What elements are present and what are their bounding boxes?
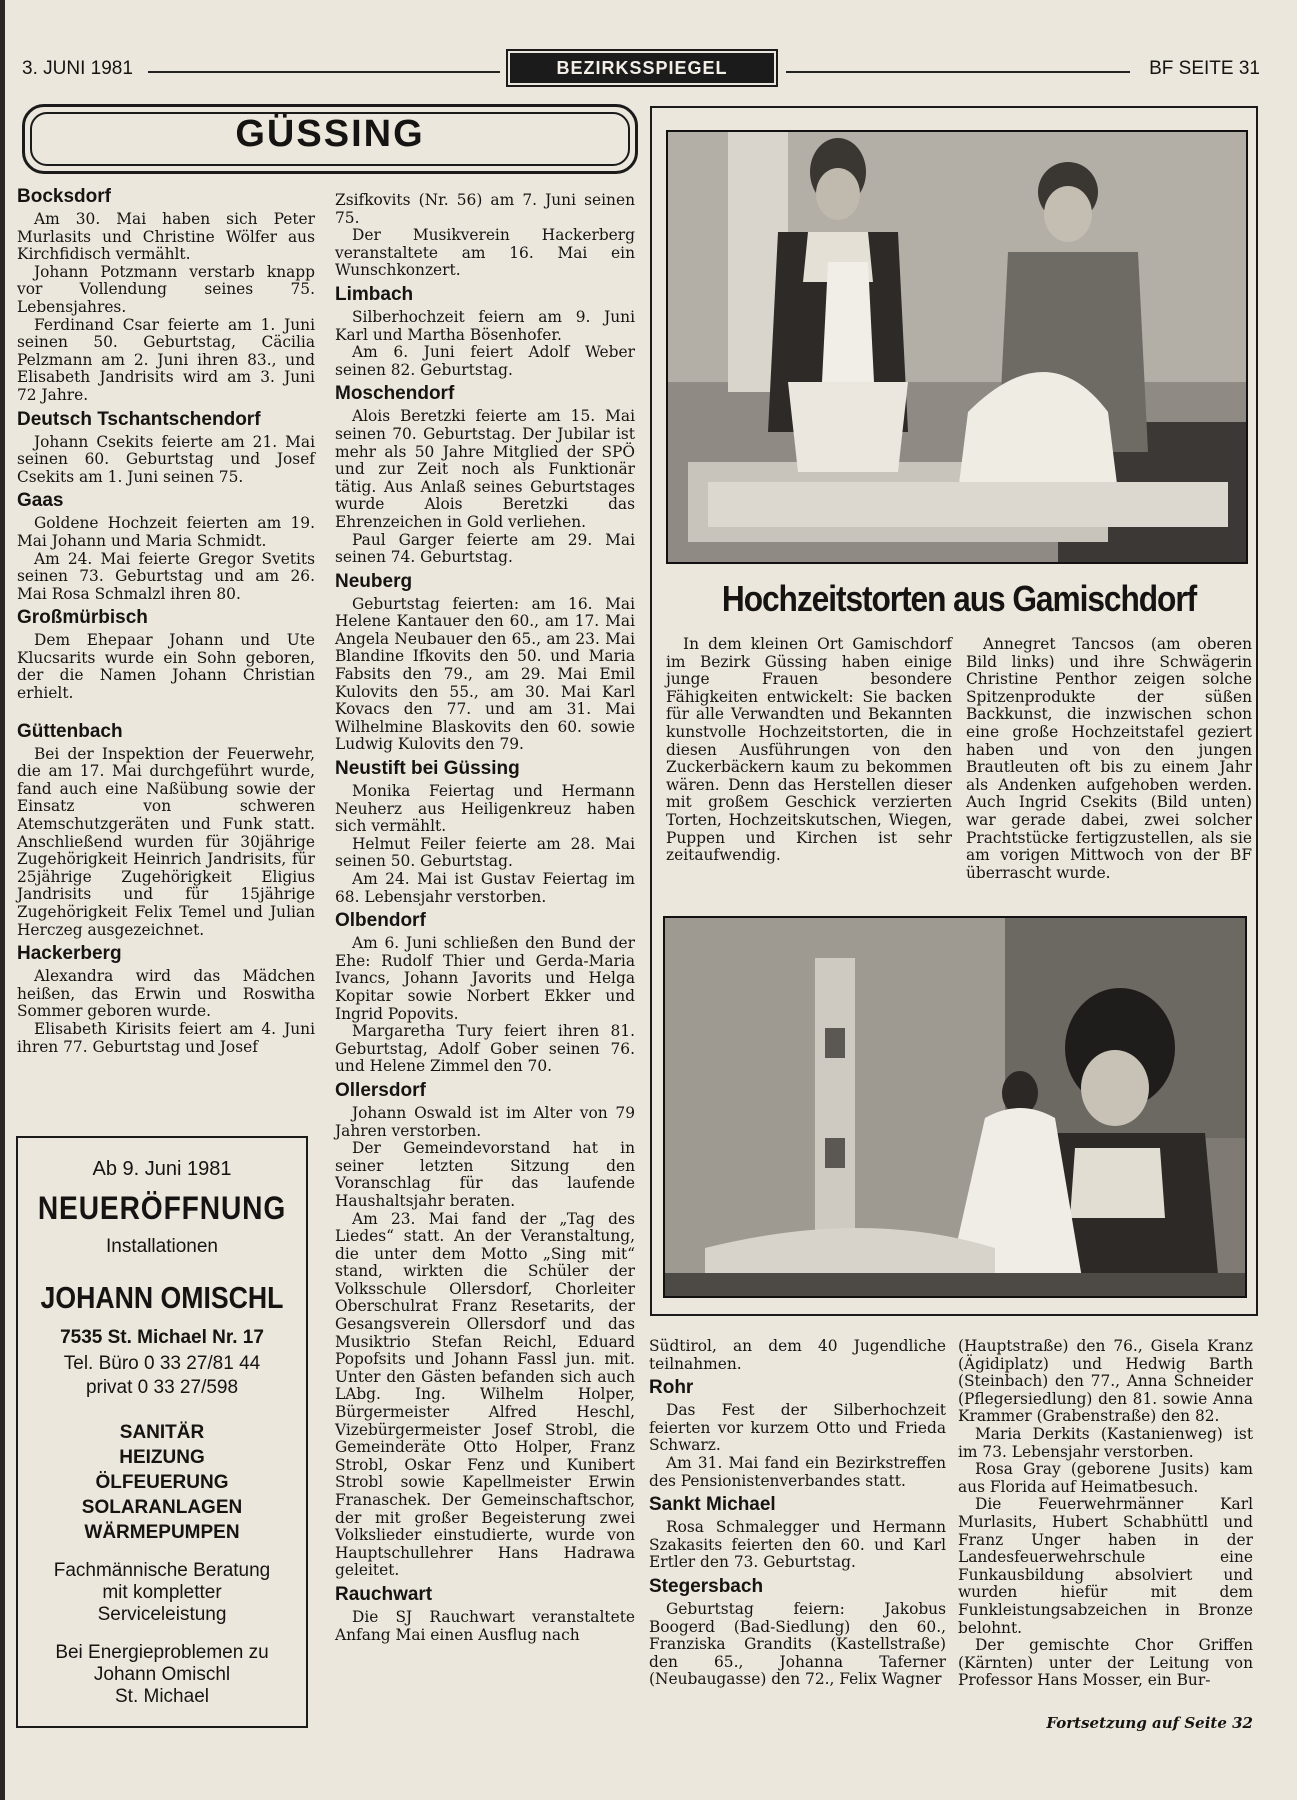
news-paragraph: Die Feuerwehrmänner Karl Murlasits, Hubert Schabhüttl und Franz Unger haben in der Landesfeuerwehrschule eine Funkausbildung absolviert und wurden hiefür mit dem Funkleistungsabzeichen in Bronze belohnt. [958, 1495, 1253, 1637]
ad-advice-line: Serviceleistung [97, 1604, 227, 1625]
news-paragraph: Maria Derkits (Kastanienweg) ist im 73. Lebensjahr verstorben. [958, 1424, 1253, 1461]
news-paragraph: Die SJ Rauchwart veranstaltete Anfang Mai einen Ausflug nach [335, 1607, 635, 1644]
news-paragraph: Dem Ehepaar Johann und Ute Klucsarits wurde ein Sohn geboren, der die Namen Johann Christian erhielt. [17, 631, 315, 703]
ad-service: HEIZUNG [119, 1447, 205, 1468]
continued-note: Fortsetzung auf Seite 32 [1046, 1714, 1253, 1732]
ad-energy-line: Bei Energieproblemen zu [55, 1642, 269, 1663]
news-paragraph: Am 6. Juni feiert Adolf Weber seinen 82. Geburtstag. [335, 343, 635, 379]
news-paragraph: Johann Oswald ist im Alter von 79 Jahren verstorben. [335, 1103, 635, 1140]
district-heading: Großmürbisch [17, 607, 148, 629]
news-paragraph: Am 31. Mai fand ein Bezirkstreffen des Pensionistenverbandes statt. [649, 1453, 946, 1490]
news-paragraph: Geburtstag feierten: am 16. Mai Helene Kantauer den 60., am 17. Mai Angela Neubauer den 65., am 23. Mai Blandine Ifkovits den 50. und Maria Fabsits den 79., am 29. Mai Emil Kulovits den 55., am 30. Mai Karl Kovacs den 77. und am 31. Mai Wilhelmine Blaskovits den 60. sowie Ludwig Kulovits den 79. [335, 594, 635, 754]
district-heading: Rauchwart [335, 1583, 433, 1605]
page-edge [0, 0, 5, 1800]
news-paragraph: Am 24. Mai ist Gustav Feiertag im 68. Lebensjahr verstorben. [335, 870, 635, 906]
feature-paragraph: In dem kleinen Ort Gamischdorf im Bezirk Güssing haben einige junge Frauen besondere Fähigkeiten entwickelt: Sie backen für alle Verwandten und Bekannten kunstvolle Hochzeitstorten, die in diesen Ausführungen von den Zuckerbäckern kaum zu bekommen wären. Denn das Herstellen dieser mit großem Geschick verzierten Torten, Hochzeitskutschen, Wiegen, Puppen und Kirchen ist sehr zeitaufwendig. [666, 635, 952, 865]
news-paragraph: Zsifkovits (Nr. 56) am 7. Juni seinen 75. [335, 191, 635, 227]
news-paragraph: Paul Garger feierte am 29. Mai seinen 74. Geburtstag. [335, 530, 635, 567]
news-paragraph: Goldene Hochzeit feierten am 19. Mai Johann und Maria Schmidt. [17, 514, 315, 550]
news-paragraph: Johann Potzmann verstarb knapp vor Vollendung seines 75. Lebensjahres. [17, 262, 315, 316]
header-rule-left [148, 71, 500, 73]
news-paragraph: Alois Beretzki feierte am 15. Mai seinen 70. Geburtstag. Der Jubilar ist mehr als 50 Jahre Mitglied der SPÖ und zur Zeit noch als Funktionär tätig. Aus Anlaß seines Geburtstages wurde Alois Beretzki das Ehrenzeichen in Gold verliehen. [335, 407, 635, 531]
news-paragraph: Am 24. Mai feierte Gregor Svetits seinen 73. Geburtstag und am 26. Mai Rosa Schmalzl ihren 80. [17, 549, 315, 603]
district-heading: Neuberg [335, 570, 413, 592]
ad-energy-line: Johann Omischl [93, 1664, 231, 1685]
feature-headline: Hochzeitstorten aus Gamischdorf [721, 578, 1197, 619]
news-paragraph: Geburtstag feiern: Jakobus Boogerd (Bad-Siedlung) den 60., Franziska Grandits (Kastellstraße) den 65., Johanna Taferner (Neubaugasse) den 72., Felix Wagner [649, 1599, 946, 1689]
news-paragraph: Am 6. Juni schließen den Bund der Ehe: Rudolf Thier und Gerda-Maria Ivancs, Johann Javorits und Helga Kopitar sowie Norbert Ekker und Ingrid Popovits. [335, 934, 635, 1023]
ad-date: Ab 9. Juni 1981 [92, 1158, 232, 1180]
header-page-number: BF SEITE 31 [1149, 58, 1260, 79]
district-heading: Bocksdorf [17, 186, 111, 207]
feature-paragraph: Annegret Tancsos (am oberen Bild links) und ihre Schwägerin Christine Penthor zeigen solche Spitzenprodukte der süßen Backkunst, die inzwischen schon eine große Hochzeitstafel geziert haben und von den jungen Brautleuten oft bis zu einem Jahr als Andenken aufgehoben werden. Auch Ingrid Csekits (Bild unten) war gerade dabei, zwei solcher Prachtstücke fertigzustellen, als sie am vorigen Mittwoch von der BF überrascht wurde. [966, 635, 1252, 882]
feature-text-left [666, 636, 952, 865]
ad-company: JOHANN OMISCHL [40, 1280, 284, 1315]
ad-subtitle: Installationen [106, 1236, 218, 1257]
news-paragraph: Bei der Inspektion der Feuerwehr, die am 17. Mai durchgeführt wurde, fand auch eine Naßübung sowie der Einsatz von schweren Atemschutzgeräten und Funk statt. Anschließend wurden für 30jährige Zugehörigkeit Heinrich Jandrisits, für 25jährige Zugehörigkeit Eligius Jandrisits und für 15jährige Zugehörigkeit Felix Temel und Julian Herczeg ausgezeichnet. [17, 744, 315, 939]
district-heading: Deutsch Tschantschendorf [17, 408, 261, 430]
ad-phone-private: privat 0 33 27/598 [85, 1377, 239, 1398]
ad-service: SANITÄR [119, 1422, 205, 1443]
news-paragraph: Südtirol, an dem 40 Jugendliche teilnahmen. [649, 1337, 946, 1373]
news-paragraph: Monika Feiertag und Hermann Neuherz aus Heiligenkreuz haben sich vermählt. [335, 782, 635, 836]
header-date: 3. JUNI 1981 [22, 58, 133, 79]
ad-service: ÖLFEUERUNG [95, 1472, 229, 1493]
section-spacer [17, 703, 315, 717]
news-paragraph: Johann Csekits feierte am 21. Mai seinen 60. Geburtstag und Josef Csekits am 1. Juni seinen 75. [17, 432, 315, 486]
news-paragraph: Ferdinand Csar feierte am 1. Juni seinen 50. Geburtstag, Cäcilia Pelzmann am 2. Juni ihren 83., und Elisabeth Jandrisits wird am 3. Juni 72 Jahre. [17, 315, 315, 404]
news-paragraph: Rosa Gray (geborene Jusits) kam aus Florida auf Heimatbesuch. [958, 1460, 1253, 1496]
district-heading: Olbendorf [335, 910, 426, 932]
district-heading: Limbach [335, 283, 414, 305]
district-heading: Neustift bei Güssing [335, 758, 520, 780]
ad-advice-line: Fachmännische Beratung [53, 1560, 271, 1581]
feature-text-right [966, 636, 1252, 882]
district-heading: Hackerberg [17, 943, 122, 965]
news-paragraph: Am 23. Mai fand der „Tag des Liedes“ statt. An der Veranstaltung, die unter dem Motto „Sing mit“ stand, wirkten die Schüler der Volksschule Ollersdorf, Chorleiter Oberschulrat Franz Resetarits, der Gesangsverein Ollersdorf und das Musiktrio Stefan Reichl, Eduard Popofsits und Johann Fassl jun. mit. Unter den Gästen befanden sich auch LAbg. Ing. Wilhelm Holper, Bürgermeister Alfred Heschl, Vizebürgermeister Josef Strobl, die Gemeinderäte Otto Holper, Franz Strobl, Oskar Fenz und Kunibert Strobl sowie Kapellmeister Erwin Franaschek. Der Gemeinschaftschor, der mit großer Begeisterung zwei Volkslieder einstudierte, wurde von Hauptschullehrer Hans Hadrawa geleitet. [335, 1209, 635, 1580]
ad-energy [18, 1642, 306, 1708]
news-paragraph: Elisabeth Kirisits feiert am 4. Juni ihren 77. Geburtstag und Josef [17, 1019, 315, 1056]
news-paragraph: Helmut Feiler feierte am 28. Mai seinen 50. Geburtstag. [335, 834, 635, 871]
column-3 [649, 1338, 946, 1689]
ad-service: WÄRMEPUMPEN [84, 1522, 240, 1543]
advertisement [16, 1136, 308, 1728]
district-heading: Rohr [649, 1377, 694, 1399]
ad-advice [18, 1560, 306, 1626]
news-paragraph: Alexandra wird das Mädchen heißen, das Erwin und Roswitha Sommer geboren wurde. [17, 967, 315, 1021]
news-paragraph: Der Musikverein Hackerberg veranstaltete am 16. Mai ein Wunschkonzert. [335, 226, 635, 280]
district-title-box [22, 104, 638, 174]
district-heading: Gaas [17, 490, 64, 512]
district-heading: Güttenbach [17, 720, 123, 742]
photo-two-women-with-cakes [666, 130, 1248, 564]
header-rule-right [786, 71, 1130, 73]
news-paragraph: Am 30. Mai haben sich Peter Murlasits und Christine Wölfer aus Kirchfidisch vermählt. [17, 210, 315, 264]
column-2 [335, 192, 635, 1644]
district-title: GÜSSING [235, 113, 425, 155]
ad-services [18, 1420, 306, 1545]
district-heading: Moschendorf [335, 383, 455, 405]
district-heading: Ollersdorf [335, 1079, 426, 1101]
news-paragraph: (Hauptstraße) den 76., Gisela Kranz (Ägidiplatz) und Hedwig Barth (Steinbach) den 77., Anna Schneider (Pflegersiedlung) den 81. sowie Anna Krammer (Grabenstraße) den 82. [958, 1337, 1253, 1426]
ad-phone-office: Tel. Büro 0 33 27/81 44 [63, 1353, 261, 1374]
district-heading: Stegersbach [649, 1575, 764, 1597]
news-paragraph: Silberhochzeit feiern am 9. Juni Karl und Martha Bösenhofer. [335, 307, 635, 344]
news-paragraph: Der Gemeindevorstand hat in seiner letzten Sitzung den Voranschlag für das laufende Haushaltsjahr beraten. [335, 1139, 635, 1210]
news-paragraph: Margaretha Tury feiert ihren 81. Geburtstag, Adolf Gober seinen 76. und Helene Zimmel den 70. [335, 1022, 635, 1076]
district-heading: Sankt Michael [649, 1494, 776, 1516]
ad-energy-line: St. Michael [115, 1686, 209, 1707]
ad-address: 7535 St. Michael Nr. 17 [60, 1327, 264, 1348]
news-paragraph: Rosa Schmalegger und Hermann Szakasits feierten den 60. und Karl Ertler den 73. Geburtstag. [649, 1518, 946, 1572]
ad-advice-line: mit kompletter [102, 1582, 222, 1603]
ad-title: NEUERÖFFNUNG [37, 1190, 287, 1226]
section-badge: BEZIRKSSPIEGEL [510, 53, 774, 83]
ad-service: SOLARANLAGEN [81, 1497, 243, 1518]
column-1 [17, 186, 315, 1056]
column-4 [958, 1338, 1253, 1690]
photo-woman-with-cake [663, 916, 1247, 1298]
news-paragraph: Der gemischte Chor Griffen (Kärnten) unter der Leitung von Professor Hans Mosser, ein Bur- [958, 1636, 1253, 1690]
news-paragraph: Das Fest der Silberhochzeit feierten vor kurzem Otto und Frieda Schwarz. [649, 1401, 946, 1455]
